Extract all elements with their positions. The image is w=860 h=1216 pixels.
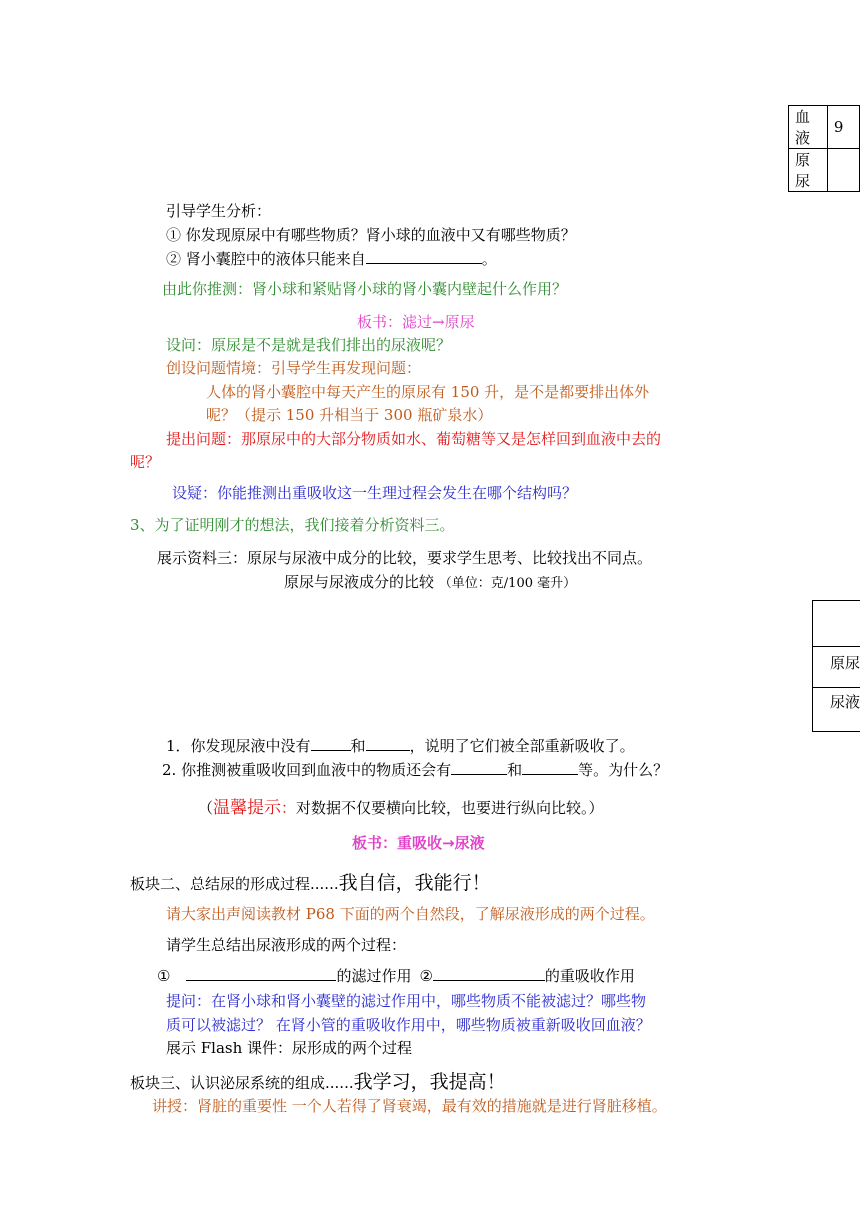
- process-1-number: ①: [157, 967, 171, 985]
- question-1-part-a: 1．你发现尿液中没有: [166, 737, 311, 755]
- block2-ask-line-2: 质可以被滤过？ 在肾小管的重吸收作用中，哪些物质被重新吸收回血液？: [166, 1016, 651, 1034]
- block2-title: [130, 868, 491, 895]
- analysis-heading: 引导学生分析：: [166, 202, 272, 220]
- inference-question: 由此你推测：肾小球和紧贴肾小球的肾小囊内壁起什么作用？: [162, 280, 568, 298]
- block2-ask-line-1: 提问：在肾小球和肾小囊壁的滤过作用中，哪些物质不能被滤过？哪些物: [166, 992, 647, 1010]
- scene-heading: 创设问题情境：引导学生再发现问题：: [166, 359, 422, 377]
- warm-tip-text: 对数据不仅要横向比较，也要进行纵向比较。）: [296, 799, 604, 817]
- block2-processes: [157, 965, 635, 986]
- fill-blank: [186, 966, 336, 981]
- analysis-question-1: ① 你发现原尿中有哪些物质？肾小球的血液中又有哪些物质？: [166, 226, 576, 244]
- table-unit-text: （单位：克/100 毫升）: [438, 576, 577, 591]
- fill-blank: [522, 760, 578, 775]
- material3-table-title: [284, 571, 576, 592]
- setup-question: 设问：原尿是不是就是我们排出的尿液呢？: [166, 336, 452, 354]
- board-note-reabsorption: 板书：重吸收→尿液: [352, 834, 485, 852]
- material3-show: 展示资料三：原尿与尿液中成分的比较，要求学生思考、比较找出不同点。: [157, 549, 653, 567]
- block3-title-text: 板块三、认识泌尿系统的组成......: [130, 1074, 354, 1092]
- top-right-table: [788, 105, 860, 192]
- process-1-label: 的滤过作用: [336, 967, 412, 985]
- warm-tip: [198, 793, 604, 818]
- block2-slogan: 我自信，我能行！: [338, 872, 491, 894]
- fill-blank: [433, 966, 545, 981]
- raise-question-line-1: 提出问题：那原尿中的大部分物质如水、葡萄糖等又是怎样回到血液中去的: [166, 430, 662, 448]
- fill-blank: [451, 760, 507, 775]
- doubt-question: 设疑：你能推测出重吸收这一生理过程会发生在哪个结构吗？: [172, 484, 578, 502]
- question-2-part-b: 和: [507, 761, 523, 779]
- block2-read-instruction: 请大家出声阅读教材 P68 下面的两个自然段，了解尿液形成的两个过程。: [166, 905, 655, 923]
- block2-flash: 展示 Flash 课件：尿形成的两个过程: [166, 1039, 413, 1057]
- warm-tip-colon: ：: [281, 799, 297, 817]
- table-row: [789, 106, 860, 149]
- block2-summary: 请学生总结出尿液形成的两个过程：: [166, 936, 407, 954]
- block2-title-text: 板块二、总结尿的形成过程......: [130, 875, 339, 893]
- fill-blank: [366, 736, 410, 751]
- block3-slogan: 我学习，我提高！: [353, 1071, 506, 1093]
- table-title-text: 原尿与尿液成分的比较: [284, 573, 435, 591]
- question-2-part-c: 等。为什么？: [578, 761, 669, 779]
- analysis-question-2: [166, 248, 497, 269]
- fill-blank: [366, 249, 482, 264]
- table-row: [789, 149, 860, 192]
- scene-line-1: 人体的肾小囊腔中每天产生的原尿有 150 升，是不是都要排出体外: [206, 383, 650, 401]
- material3-intro: 3、为了证明刚才的想法，我们接着分析资料三。: [130, 516, 455, 534]
- question-2: [162, 759, 668, 780]
- question-1: [166, 735, 635, 756]
- board-note-filtration: 板书：滤过→原尿: [357, 313, 475, 331]
- block3-title: [130, 1067, 506, 1094]
- analysis-question-2-suffix: 。: [481, 250, 497, 268]
- question-2-part-a: 2. 你推测被重吸收回到血液中的物质还会有: [162, 761, 452, 779]
- comparison-table: [812, 600, 860, 732]
- warm-tip-label: 温馨提示: [213, 798, 282, 818]
- raise-question-line-2: 呢？: [130, 453, 161, 471]
- question-1-part-c: ，说明了它们被全部重新吸收了。: [409, 737, 635, 755]
- process-2-label: 的重吸收作用: [544, 967, 635, 985]
- process-2-number: ②: [419, 967, 433, 985]
- comparison-row-label: 尿液: [830, 693, 860, 711]
- comparison-table-header: [813, 601, 860, 647]
- table-cell-value: 9: [827, 106, 859, 149]
- comparison-row-label: 原尿: [813, 647, 860, 688]
- analysis-question-2-prefix: ② 肾小囊腔中的液体只能来自: [166, 250, 366, 268]
- scene-line-2: 呢？（提示 150 升相当于 300 瓶矿泉水）: [206, 406, 493, 424]
- warm-tip-open-paren: （: [198, 799, 214, 817]
- question-1-part-b: 和: [350, 737, 366, 755]
- fill-blank: [311, 736, 351, 751]
- block3-teach: 讲授：肾脏的重要性 一个人若得了肾衰竭，最有效的措施就是进行肾脏移植。: [152, 1097, 667, 1115]
- table-cell-value: [827, 149, 859, 192]
- table-cell-label: 血液: [789, 106, 828, 149]
- table-cell-label: 原尿: [789, 149, 828, 192]
